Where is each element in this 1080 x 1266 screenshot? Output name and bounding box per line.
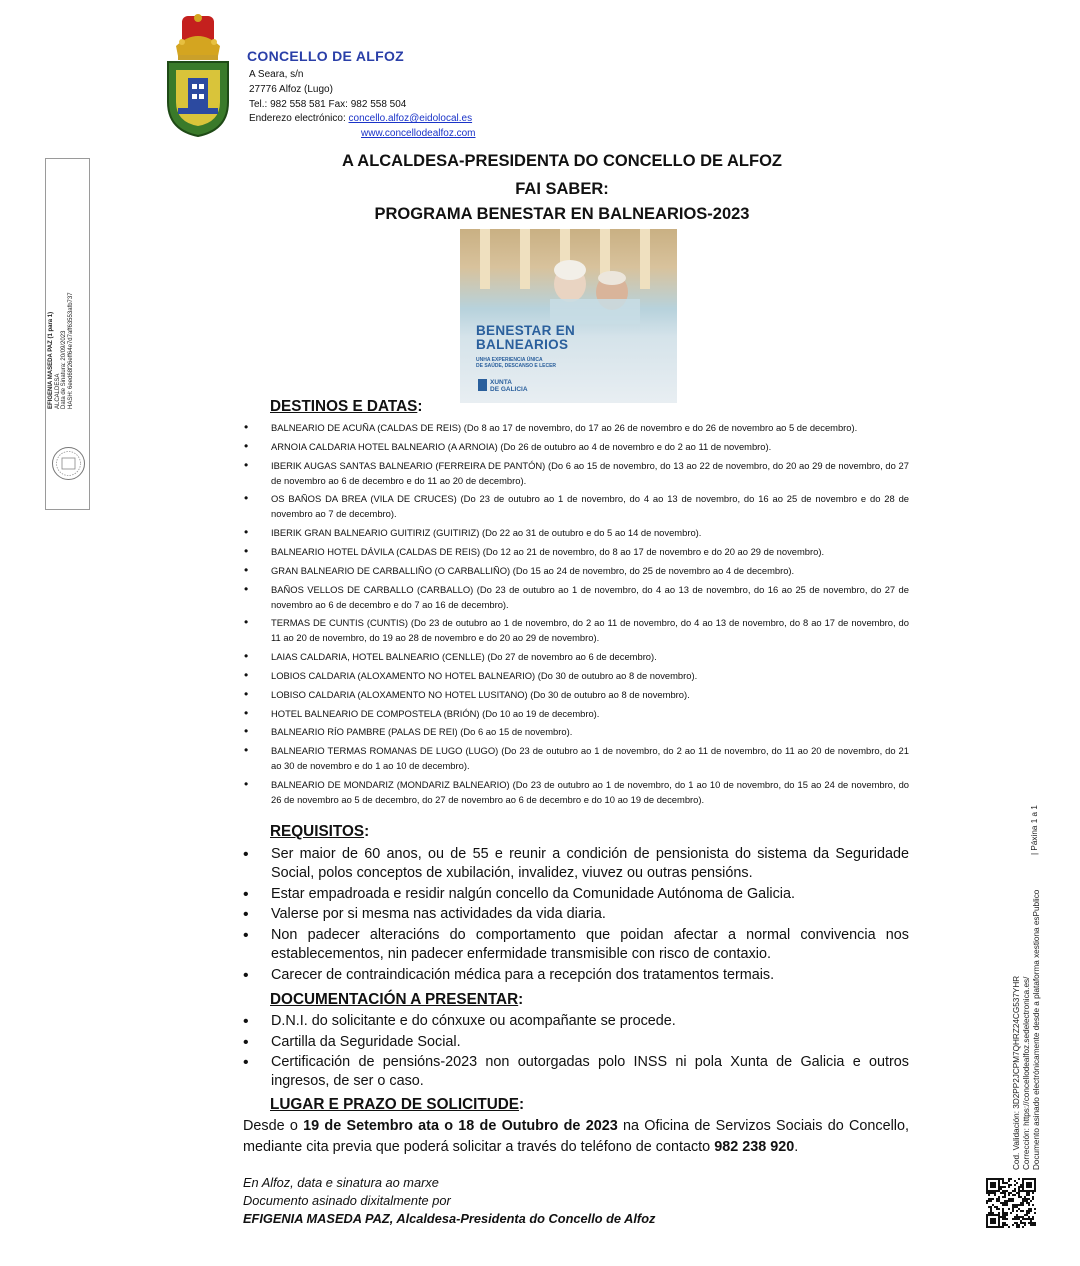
requisito-item: • Carecer de contraindicación médica para a recepción dos tratamentos termais.	[241, 966, 909, 985]
destino-item: • IBERIK AUGAS SANTAS BALNEARIO (FERREIRA DE PANTÓN) (Do 6 ao 15 de novembro, do 13 ao 22 de novembro, do 20 ao 29 de novembro, do 27 de novembro ao 6 de decembro e do 11 ao 20 de decembro).	[241, 458, 909, 488]
verification-note: Documento asinado electrónicamente desde a plataforma xestiona esPublico	[1032, 889, 1041, 1170]
destinos-heading: DESTINOS E DATAS:	[270, 398, 423, 415]
destinos-list	[241, 420, 909, 811]
email-link[interactable]: concello.alfoz@eidolocal.es	[348, 113, 473, 125]
destino-item: • GRAN BALNEARIO DE CARBALLIÑO (O CARBALLIÑO) (Do 15 ao 24 de novembro, do 25 de novembro ao 4 de decembro).	[241, 563, 909, 578]
destino-item: • BALNEARIO HOTEL DÁVILA (CALDAS DE REIS) (Do 12 ao 21 de novembro, do 8 ao 17 de novembro e do 20 ao 29 de novembro).	[241, 544, 909, 559]
program-poster-image	[460, 229, 677, 403]
destino-item: • ARNOIA CALDARIA HOTEL BALNEARIO (A ARNOIA) (Do 26 de outubro ao 4 de novembro e do 2 ao 11 de novembro).	[241, 439, 909, 454]
couple-in-pool-illustration	[530, 244, 650, 324]
poster-subtitle	[476, 357, 556, 369]
website-link[interactable]: www.concellodealfoz.com	[361, 128, 476, 140]
documentacion-heading: DOCUMENTACIÓN A PRESENTAR:	[270, 991, 524, 1008]
lugar-paragraph: Desde o 19 de Setembro ata o 18 de Outubro de 2023 na Oficina de Servizos Sociais do Concello, mediante cita previa que poderá solicitar a través do teléfono de contacto 982 238 920.	[243, 1118, 909, 1155]
lugar-heading: LUGAR E PRAZO DE SOLICITUDE:	[270, 1096, 525, 1113]
destino-item: • LOBIOS CALDARIA (ALOXAMENTO NO HOTEL BALNEARIO) (Do 30 de outubro ao 8 de novembro).	[241, 668, 909, 683]
poster-xunta-line1: XUNTA	[490, 379, 512, 386]
destino-item: • TERMAS DE CUNTIS (CUNTIS) (Do 23 de outubro ao 1 de novembro, do 2 ao 11 de novembro, do 4 ao 13 de novembro, do 8 ao 17 de novembro, do 11 ao 20 de novembro, do 19 ao 28 de novembro e do 20 ao 29 de novembro).	[241, 615, 909, 645]
requisitos-list	[241, 845, 909, 987]
destino-item: • LOBISO CALDARIA (ALOXAMENTO NO HOTEL LUSITANO) (Do 30 de outubro ao 8 de novembro).	[241, 687, 909, 702]
xunta-flag-icon	[478, 379, 487, 391]
page-number: | Páxina 1 a 1	[1030, 805, 1039, 855]
signature-signer: EFIGENIA MASEDA PAZ, Alcaldesa-Presidenta do Concello de Alfoz	[243, 1211, 656, 1227]
stamp-hash: HASH: 6eed68f26eff64e7d7aff63553afb737	[67, 292, 74, 409]
poster-title-line1: BENESTAR EN	[476, 323, 576, 338]
destino-item: • BALNEARIO TERMAS ROMANAS DE LUGO (LUGO) (Do 23 de outubro ao 1 de novembro, do 2 ao 11 de novembro, do 11 ao 20 de novembro, do 21 ao 30 de novembro e do 1 ao 10 de decembro).	[241, 743, 909, 773]
program-title: PROGRAMA BENESTAR EN BALNEARIOS-2023	[374, 205, 750, 223]
requisito-item: • Non padecer alteracións do comportamento que poidan afectar a normal convivencia nos establecementos, nin padecer enfermidade transmisible con risco de contaxio.	[241, 926, 909, 965]
verification-text	[1012, 790, 1042, 1170]
requisito-item: • Estar empadroada e residir nalgún concello da Comunidade Autónoma de Galicia.	[241, 885, 909, 904]
destino-item: • OS BAÑOS DA BREA (VILA DE CRUCES) (Do 23 de outubro ao 1 de novembro, do 4 ao 13 de novembro, do 16 ao 25 de novembro e do 28 de novembro ao 7 de decembro).	[241, 491, 909, 521]
signature-digital-note: Documento asinado dixitalmente por	[243, 1193, 451, 1209]
signature-stamp	[45, 158, 90, 510]
org-postal: 27776 Alfoz (Lugo)	[249, 83, 333, 95]
org-contact-block	[249, 68, 476, 142]
destino-item: • BALNEARIO DE MONDARIZ (MONDARIZ BALNEARIO) (Do 23 de outubro ao 1 de novembro, do 1 ao 10 de novembro, do 15 ao 24 de novembro, do 26 de novembro ao 5 de decembro, do 27 de novembro ao 6 de decembro e do 10 ao 19 de decembro).	[241, 777, 909, 807]
org-phones: Tel.: 982 558 581 Fax: 982 558 504	[249, 98, 407, 110]
destino-item: • LAIAS CALDARIA, HOTEL BALNEARIO (CENLLE) (Do 27 de novembro ao 6 de decembro).	[241, 649, 909, 664]
verification-code: Cod. Validación: 3D2PP2JCPM7QHRZ24CG537YHR	[1012, 975, 1021, 1170]
requisito-item: • Ser maior de 60 anos, ou de 55 e reunir a condición de pensionista do sistema da Seguridade Social, polos conceptos de xubilación, invalidez, viuvez ou outras pensións.	[241, 845, 909, 884]
stamp-text	[48, 169, 74, 409]
qr-code-icon[interactable]	[986, 1178, 1036, 1228]
documento-item: • Cartilla da Seguridade Social.	[241, 1033, 909, 1052]
email-label: Enderezo electrónico:	[249, 113, 349, 125]
documento-item: • D.N.I. do solicitante e do cónxuxe ou acompañante se procede.	[241, 1012, 909, 1031]
destino-item: • BALNEARIO RÍO PAMBRE (PALAS DE REI) (Do 6 ao 15 de novembro).	[241, 724, 909, 739]
subtitle-fai-saber: FAI SABER:	[515, 180, 609, 198]
org-address: A Seara, s/n	[249, 69, 304, 80]
municipal-crest-logo	[162, 12, 234, 138]
poster-subtitle-line1: UNHA EXPERIENCIA ÚNICA	[476, 357, 543, 363]
destino-item: • HOTEL BALNEARIO DE COMPOSTELA (BRIÓN) (Do 10 ao 19 de decembro).	[241, 706, 909, 721]
verification-url[interactable]: Corrección: https://concellodealfoz.sedelectronica.es/	[1022, 976, 1031, 1170]
destino-item: • BALNEARIO DE ACUÑA (CALDAS DE REIS) (Do 8 ao 17 de novembro, do 17 ao 26 de novembro e do 26 de novembro ao 5 de decembro).	[241, 420, 909, 435]
seal-icon	[51, 446, 86, 481]
documentacion-list	[241, 1012, 909, 1093]
requisitos-heading: REQUISITOS:	[270, 823, 370, 840]
poster-xunta	[490, 379, 528, 393]
destino-item: • BAÑOS VELLOS DE CARBALLO (CARBALLO) (Do 23 de outubro ao 1 de novembro, do 4 ao 13 de novembro, do 16 ao 25 de novembro, do 27 de novembro ao 6 de decembro e do 7 ao 16 de decembro).	[241, 582, 909, 612]
destino-item: • IBERIK GRAN BALNEARIO GUITIRIZ (GUITIRIZ) (Do 22 ao 31 de outubro e do 5 ao 14 de novembro).	[241, 525, 909, 540]
poster-title	[476, 324, 575, 352]
signature-block	[243, 1174, 655, 1229]
stamp-date: Data de Sinatura: 20/09/2023	[61, 330, 67, 409]
main-title: A ALCALDESA-PRESIDENTA DO CONCELLO DE ALFOZ	[342, 152, 782, 170]
requisito-item: • Valerse por si mesma nas actividades da vida diaria.	[241, 905, 909, 924]
stamp-role: ALCALDESA	[54, 373, 61, 409]
stamp-signer: EFIGENIA MASEDA PAZ (1 para 1)	[48, 311, 54, 409]
signature-place: En Alfoz, data e sinatura ao marxe	[243, 1175, 439, 1190]
application-dates: 19 de Setembro ata o 18 de Outubro de 2023	[303, 1118, 618, 1134]
org-name: CONCELLO DE ALFOZ	[247, 48, 405, 64]
documento-item: • Certificación de pensións-2023 non outorgadas polo INSS ni pola Xunta de Galicia e outros ingresos, de ser o caso.	[241, 1053, 909, 1092]
poster-xunta-line2: DE GALICIA	[490, 386, 528, 393]
poster-subtitle-line2: DE SAÚDE, DESCANSO E LECER	[476, 363, 557, 369]
org-email-line	[249, 112, 476, 127]
poster-title-line2: BALNEARIOS	[476, 337, 569, 352]
contact-phone: 982 238 920	[714, 1138, 795, 1155]
